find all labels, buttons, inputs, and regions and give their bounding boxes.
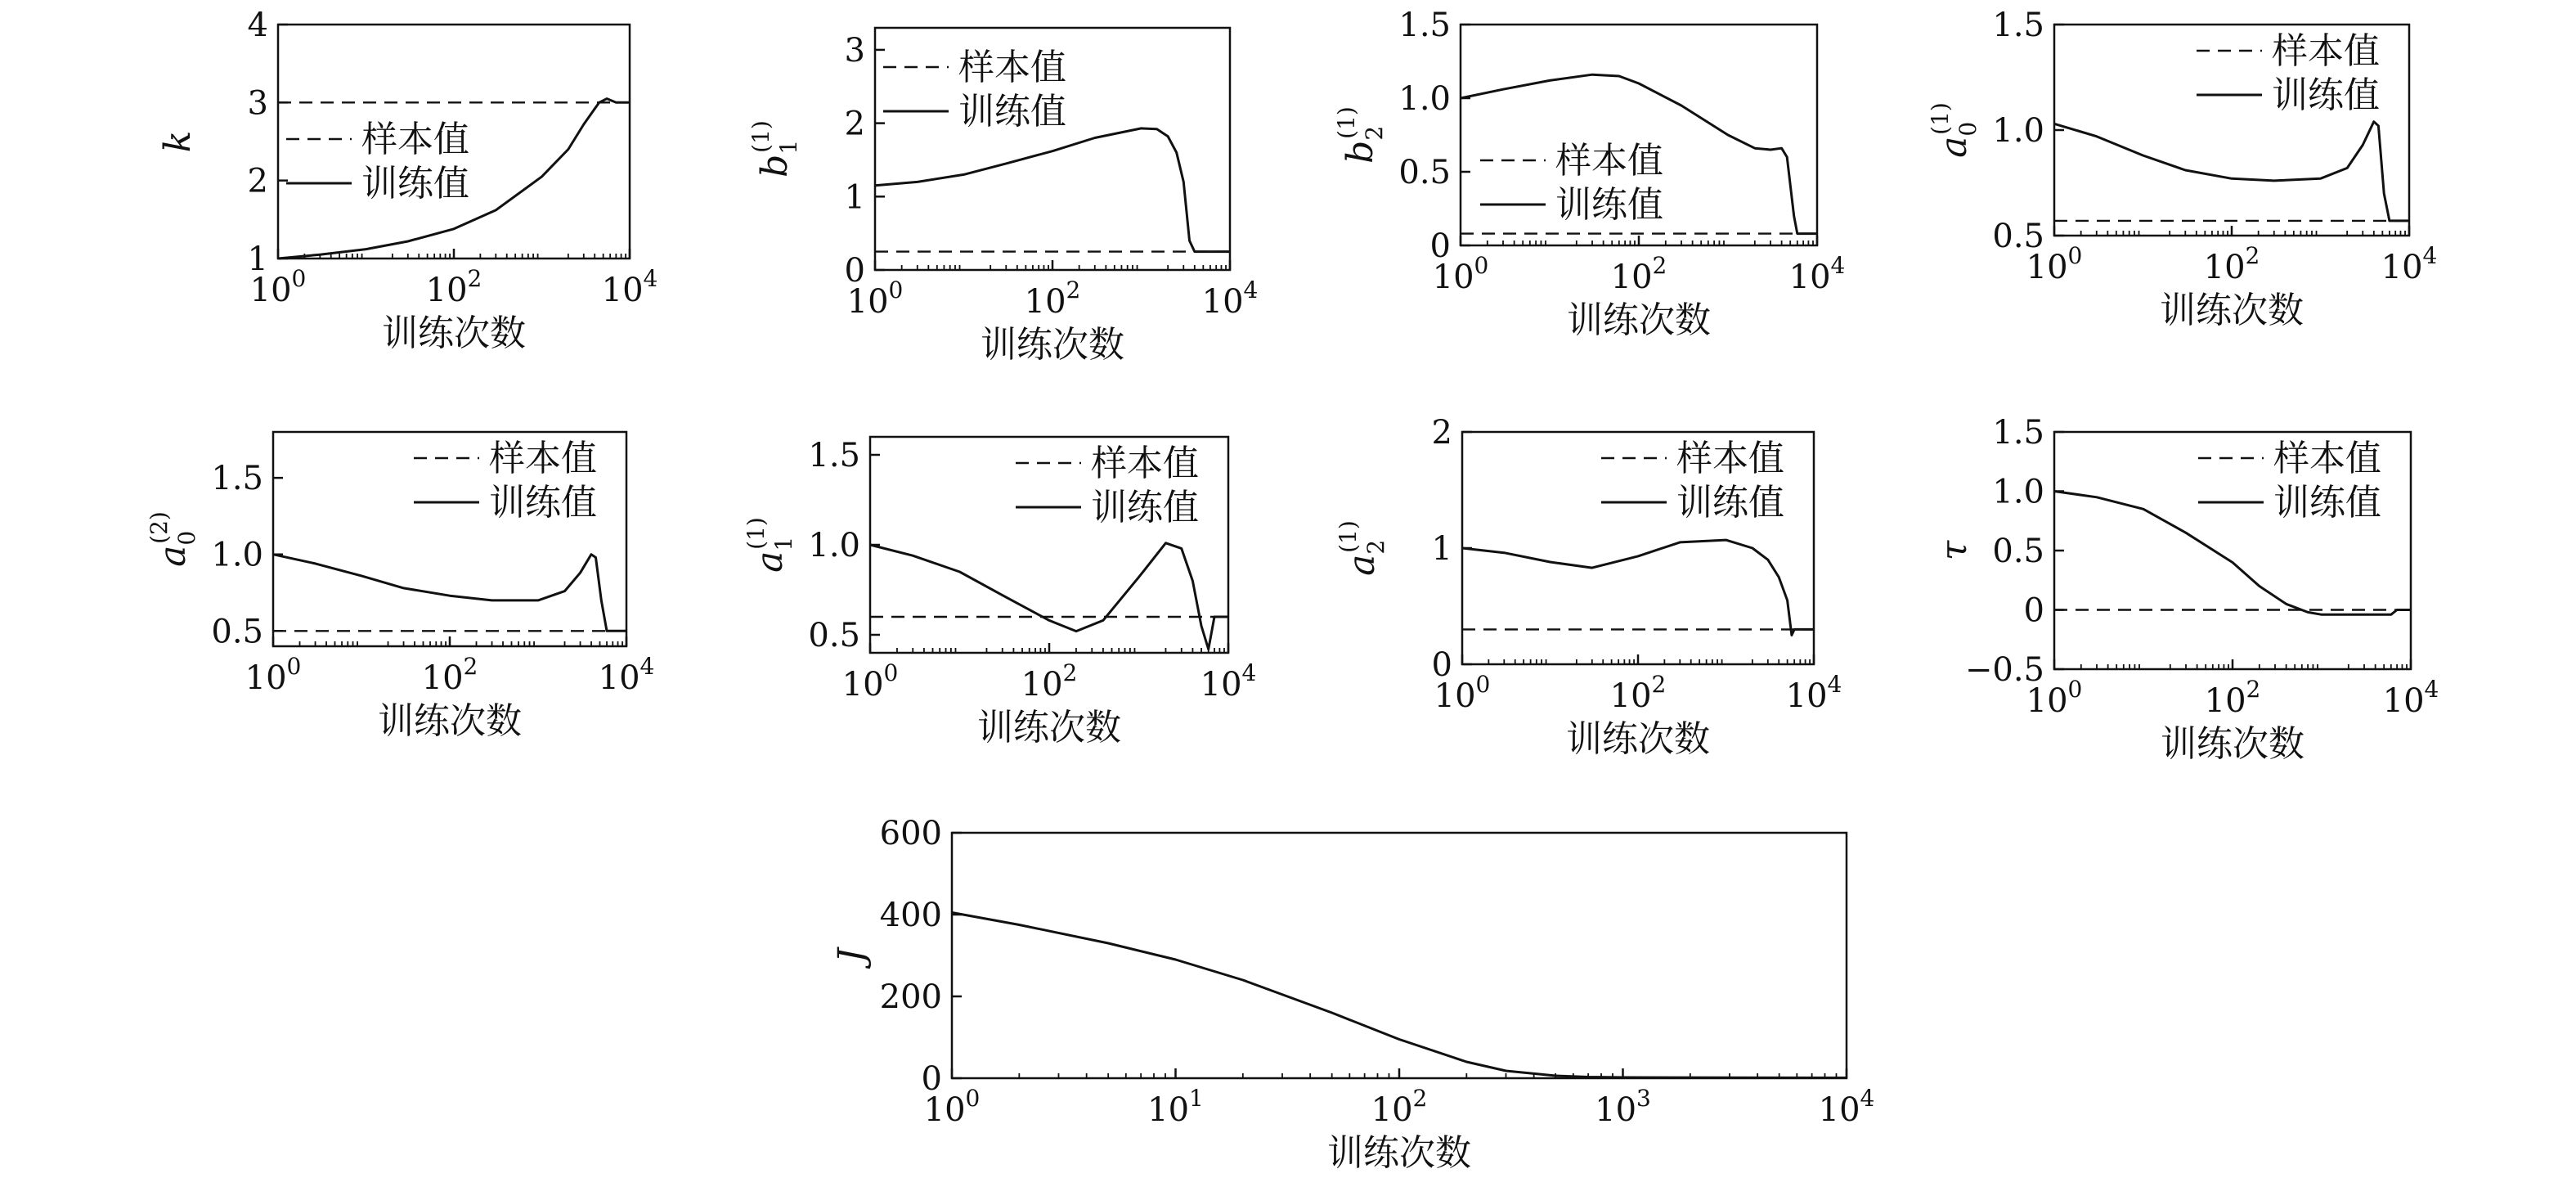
y-tick-label: 1.0	[211, 536, 263, 574]
y-tick-label: 1.0	[1992, 473, 2044, 511]
x-axis-label: 训练次数	[378, 700, 522, 742]
y-tick-label: 1.0	[1398, 80, 1451, 118]
x-axis-label: 训练次数	[1566, 718, 1710, 760]
training-value-line	[2054, 122, 2409, 221]
y-tick-label: 1.5	[1992, 414, 2044, 452]
x-tick-label: $10^2$	[1371, 1085, 1428, 1129]
y-tick-label: 1.5	[1398, 7, 1451, 44]
x-tick-label: $10^0$	[1434, 671, 1491, 715]
x-tick-label: $10^4$	[1200, 659, 1257, 704]
x-axis-label: 训练次数	[2161, 723, 2304, 765]
x-axis-label: 训练次数	[1567, 299, 1711, 341]
y-tick-label: −0.5	[1964, 651, 2044, 689]
x-tick-label: $10^0$	[841, 659, 899, 704]
y-tick-label: 1.5	[1992, 7, 2044, 44]
x-tick-label: $10^4$	[1818, 1085, 1875, 1129]
y-tick-label: 1	[1431, 530, 1452, 568]
y-tick-label: 0.5	[1992, 533, 2044, 570]
y-tick-label: 600	[879, 815, 942, 852]
y-tick-label: 2	[1431, 414, 1452, 452]
x-tick-label: $10^2$	[421, 653, 478, 697]
legend-sample-label: 样本值	[958, 47, 1066, 88]
panel-4	[1927, 7, 2437, 331]
training-value-line	[273, 555, 626, 632]
x-axis-label: 训练次数	[981, 324, 1124, 366]
y-axis-label: J	[831, 948, 873, 963]
legend-train-label: 训练值	[489, 482, 597, 524]
x-tick-label: $10^2$	[425, 265, 482, 309]
legend-train-label: 训练值	[958, 91, 1066, 133]
y-tick-label: 400	[879, 897, 942, 934]
y-tick-label: 0	[2023, 591, 2044, 630]
x-tick-label: $10^0$	[2026, 676, 2083, 720]
x-tick-label: $10^0$	[923, 1085, 981, 1129]
y-axis-label: τ	[1933, 540, 1975, 561]
y-tick-label: 1.5	[808, 437, 860, 474]
x-axis-label: 训练次数	[977, 707, 1121, 749]
x-axis-label: 训练次数	[382, 312, 526, 354]
training-value-line	[870, 543, 1228, 650]
y-tick-label: 4	[247, 7, 268, 44]
panel-2	[747, 28, 1258, 366]
y-tick-label: 0.5	[211, 613, 263, 651]
legend-train-label: 训练值	[2273, 482, 2381, 524]
y-tick-label: 1.5	[211, 460, 263, 498]
y-tick-label: 0	[921, 1060, 942, 1098]
y-tick-label: 2	[844, 105, 865, 143]
y-tick-label: 1.0	[808, 527, 860, 564]
x-tick-label: $10^2$	[1610, 252, 1667, 296]
legend-sample-label: 样本值	[1555, 140, 1663, 182]
legend-train-label: 训练值	[2272, 74, 2380, 116]
x-axis-label: 训练次数	[1327, 1132, 1471, 1174]
legend-sample-label: 样本值	[2273, 438, 2381, 479]
y-axis-label: $a_1(1)$	[743, 517, 797, 573]
y-tick-label: 0	[844, 252, 865, 290]
x-axis-label: 训练次数	[2160, 290, 2304, 331]
training-value-line	[952, 913, 1847, 1078]
x-tick-label: $10^2$	[2203, 242, 2260, 286]
y-axis-label: $a_0(2)$	[146, 511, 200, 567]
y-axis-label: $a_2(1)$	[1335, 520, 1389, 576]
panel-8	[1933, 414, 2439, 765]
y-tick-label: 3	[844, 31, 865, 70]
x-tick-label: $10^2$	[1609, 671, 1667, 715]
legend-train-label: 训练值	[1555, 184, 1663, 226]
x-tick-label: $10^0$	[245, 653, 302, 697]
legend-sample-label: 样本值	[489, 438, 597, 479]
legend-train-label: 训练值	[361, 163, 469, 205]
x-tick-label: $10^3$	[1595, 1085, 1651, 1129]
y-tick-label: 3	[247, 84, 268, 123]
x-tick-label: $10^0$	[846, 277, 904, 321]
legend-sample-label: 样本值	[2272, 30, 2380, 72]
y-tick-label: 0.5	[808, 617, 860, 654]
training-value-line	[1462, 540, 1814, 635]
x-tick-label: $10^2$	[1024, 277, 1081, 321]
legend-train-label: 训练值	[1676, 482, 1784, 524]
y-tick-label: 1	[247, 241, 268, 278]
y-axis-label: k	[157, 130, 199, 153]
y-tick-label: 0	[1431, 646, 1452, 684]
plot-frame	[952, 833, 1847, 1078]
y-tick-label: 2	[247, 162, 268, 200]
panel-5	[146, 432, 654, 742]
legend-sample-label: 样本值	[361, 119, 469, 160]
legend-train-label: 训练值	[1091, 487, 1199, 528]
y-tick-label: 0	[1429, 227, 1451, 265]
x-tick-label: $10^0$	[249, 265, 307, 309]
y-axis-label: $a_0(1)$	[1927, 102, 1981, 158]
x-tick-label: $10^2$	[1021, 659, 1078, 704]
x-tick-label: $10^0$	[1432, 252, 1489, 296]
x-tick-label: $10^4$	[1201, 277, 1259, 321]
x-tick-label: $10^1$	[1147, 1085, 1204, 1129]
y-axis-label: $b_1(1)$	[747, 120, 802, 178]
y-tick-label: 0.5	[1398, 154, 1451, 191]
panel-7	[1335, 414, 1842, 760]
x-tick-label: $10^4$	[598, 653, 655, 697]
x-tick-label: $10^4$	[2382, 676, 2439, 720]
y-tick-label: 0.5	[1992, 218, 2044, 255]
x-tick-label: $10^4$	[1785, 671, 1842, 715]
x-tick-label: $10^4$	[601, 265, 658, 309]
panel-9	[831, 815, 1874, 1174]
panel-6	[743, 437, 1256, 749]
panel-3	[1333, 7, 1845, 341]
x-tick-label: $10^4$	[2381, 242, 2438, 286]
x-tick-label: $10^0$	[2026, 242, 2083, 286]
legend-sample-label: 样本值	[1676, 438, 1784, 479]
y-axis-label: $b_2(1)$	[1333, 106, 1388, 164]
x-tick-label: $10^2$	[2204, 676, 2261, 720]
y-tick-label: 1.0	[1992, 112, 2044, 150]
y-tick-label: 200	[879, 978, 942, 1016]
panel-1	[157, 7, 657, 354]
x-tick-label: $10^4$	[1788, 252, 1846, 296]
y-tick-label: 1	[844, 178, 865, 217]
training-value-line	[875, 128, 1230, 252]
legend-sample-label: 样本值	[1091, 443, 1199, 484]
